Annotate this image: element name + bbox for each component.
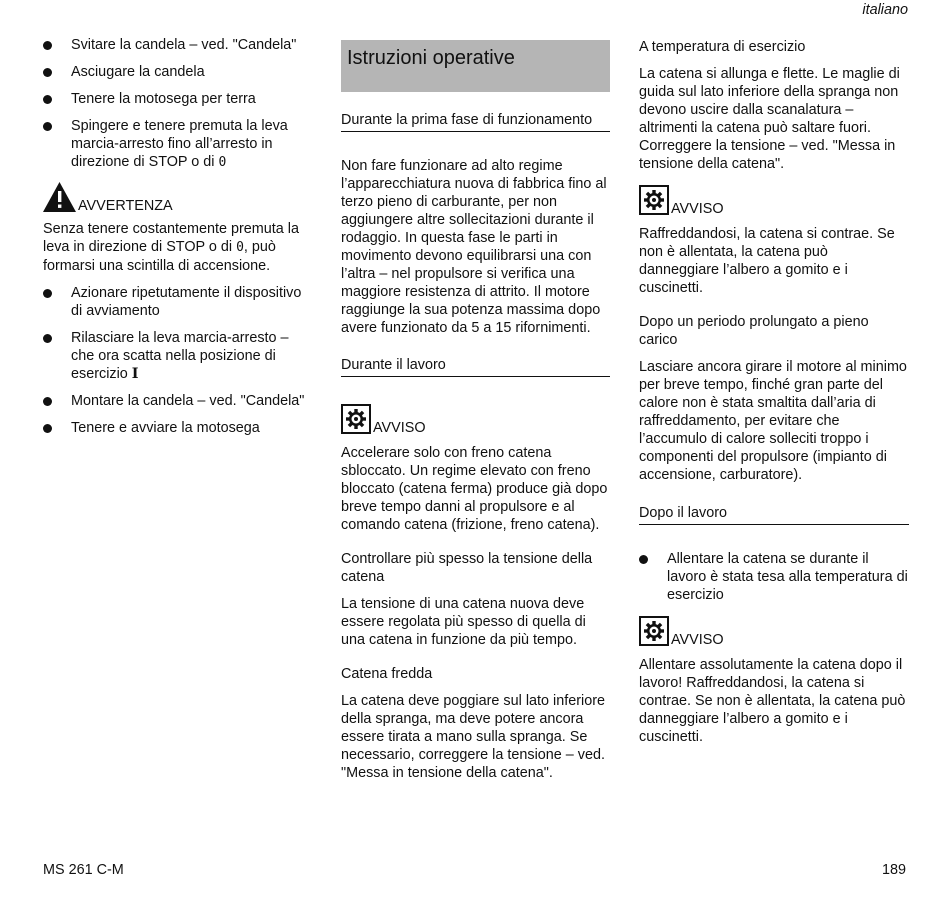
notice-label: AVVISO — [671, 201, 724, 217]
page-title: Istruzioni operative — [341, 40, 610, 92]
notice-label: AVVISO — [373, 420, 426, 436]
footer-model: MS 261 C-M — [43, 862, 124, 878]
list-item: Spingere e tenere premuta la leva marcia-arresto fino all’arresto in direzione di STOP o di 0 — [43, 117, 313, 172]
notice-text: Allentare assolutamente la catena dopo il lavoro! Raffreddandosi, la catena si contrae. Se non è allentata, la catena può danneggiare l’albero a gomito e i cuscinetti. — [639, 657, 906, 745]
column-right — [639, 36, 909, 746]
warning-text: Senza tenere costantemente premuta la leva in direzione di STOP o di 0, può formarsi una scintilla di accensione. — [43, 221, 299, 274]
list-item: Svitare la candela – ved. "Candela" — [43, 36, 313, 54]
zero-symbol: 0 — [236, 240, 244, 255]
paragraph-chain-tension: La tensione di una catena nuova deve essere regolata più spesso di quella di una catena in funzione da più tempo. — [341, 596, 586, 648]
page-language: italiano — [862, 2, 908, 18]
list-item: Allentare la catena se durante il lavoro è stata tesa alla temperatura di esercizio — [639, 550, 909, 604]
warning-heading — [43, 182, 313, 212]
sub-heading-full-load: Dopo un periodo prolungato a pieno carico — [639, 314, 869, 348]
section-heading-during-work: Durante il lavoro — [341, 356, 610, 377]
gear-icon — [341, 404, 371, 434]
sub-heading-cold-chain: Catena fredda — [341, 666, 433, 682]
paragraph-first-phase: Non fare funzionare ad alto regime l’apparecchiatura nuova di fabbrica fino al terzo pieno di carburante, per non aggiungere altre sollecitazioni durante il rodaggio. In questa fase le parti in movimento devono equilibrarsi una con l’altra – nel propulsore si verifica una maggiore resistenza di attrito. Il motore raggiunge la sua potenza massima dopo avere funzionato da 5 a 15 rifornimenti. — [341, 158, 607, 336]
notice-label: AVVISO — [671, 632, 724, 648]
column-middle — [341, 36, 610, 782]
list-item: Asciugare la candela — [43, 63, 313, 81]
list-item: Rilasciare la leva marcia-arresto – che ora scatta nella posizione di esercizio I — [43, 329, 313, 383]
stop-label: STOP — [166, 239, 205, 255]
bullet-list-top — [43, 36, 313, 172]
notice-text: Raffreddandosi, la catena si contrae. Se non è allentata, la catena può danneggiare l’albero a gomito e i cuscinetti. — [639, 226, 895, 296]
warning-triangle-icon — [43, 182, 76, 212]
sub-heading-chain-tension: Controllare più spesso la tensione della catena — [341, 551, 593, 585]
section-heading-after-work: Dopo il lavoro — [639, 504, 909, 525]
paragraph-cold-chain: La catena deve poggiare sul lato inferiore della spranga, ma deve potere ancora essere tirata a mano sulla spranga. Se necessario, correggere la tensione – ved. "Messa in tensione della catena". — [341, 693, 606, 781]
section-heading-first-phase: Durante la prima fase di funzionamento — [341, 111, 610, 132]
notice-heading — [639, 616, 909, 646]
notice-text: Accelerare solo con freno catena sbloccato. Un regime elevato con freno bloccato (catena ferma) produce già dopo breve tempo danni al propulsore e al comando catena (frizione, freno catena). — [341, 445, 608, 533]
page-number: 189 — [881, 862, 906, 878]
warning-label: AVVERTENZA — [78, 198, 173, 214]
gear-icon — [639, 616, 669, 646]
stop-label: STOP — [148, 154, 188, 170]
list-item: Montare la candela – ved. "Candela" — [43, 392, 313, 410]
list-item: Tenere e avviare la motosega — [43, 419, 313, 437]
sub-heading-operating-temperature: A temperatura di esercizio — [639, 39, 806, 55]
bullet-list-after-work — [639, 550, 909, 604]
paragraph-operating-temperature: La catena si allunga e flette. Le maglie di guida sul lato inferiore della spranga non devono uscire dalla scanalatura – altrimenti la catena può saltare fuori. Correggere la tensione – ved. "Messa in tensione della catena". — [639, 66, 900, 172]
gear-icon — [639, 185, 669, 215]
paragraph-full-load: Lasciare ancora girare il motore al minimo per breve tempo, finché gran parte del calore non è stata smaltita dall’aria di raffreddamento, per evitare che l’accumulo di calore solleciti troppo i componenti del propulsore (impianto di accensione, carburatore). — [639, 359, 907, 483]
bullet-list-bottom — [43, 284, 313, 437]
list-item: Tenere la motosega per terra — [43, 90, 313, 108]
notice-heading — [341, 404, 610, 434]
column-left — [43, 36, 313, 437]
run-position-symbol: I — [131, 365, 139, 382]
list-item: Azionare ripetutamente il dispositivo di avviamento — [43, 284, 313, 320]
zero-symbol: 0 — [218, 155, 227, 170]
notice-heading — [639, 185, 909, 215]
